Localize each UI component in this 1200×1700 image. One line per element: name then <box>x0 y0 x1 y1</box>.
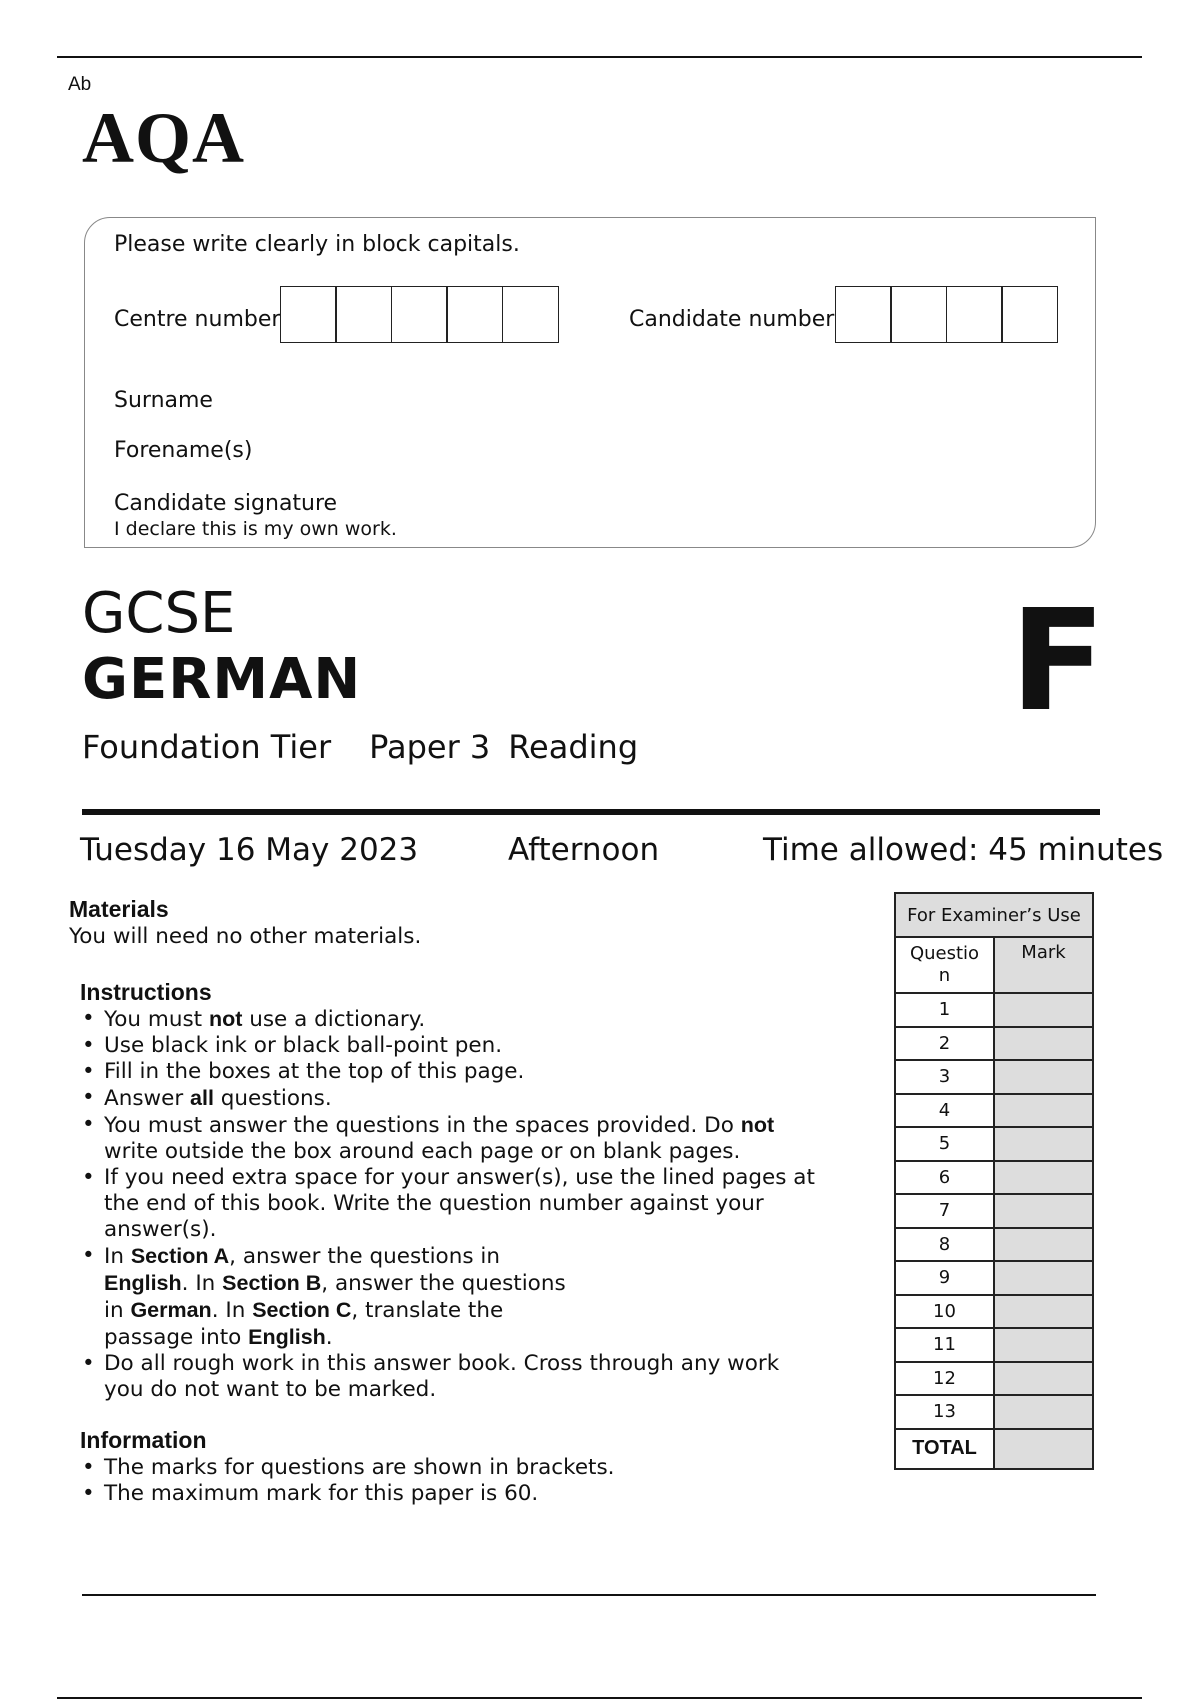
materials-text: You will need no other materials. <box>69 924 422 949</box>
total-label: TOTAL <box>895 1429 994 1469</box>
aqa-logo: AQA <box>82 98 245 178</box>
question-row <box>895 1328 1093 1362</box>
question-mark-cell <box>994 1127 1093 1161</box>
paper-component: Reading <box>508 728 639 766</box>
candidate-number-label: Candidate number <box>629 307 835 332</box>
information-list <box>80 1455 860 1507</box>
candidate-number-box[interactable] <box>835 286 892 343</box>
question-row <box>895 1362 1093 1396</box>
instruction-item: • If you need extra space for your answer(s), use the lined pages at the end of this book. Write the question number against your answer(s). <box>80 1165 860 1243</box>
question-mark-cell <box>994 1194 1093 1228</box>
tier-letter: F <box>1010 580 1106 743</box>
centre-number-box[interactable] <box>280 286 337 343</box>
time-allowed: Time allowed: 45 minutes <box>763 832 1164 868</box>
question-number: 11 <box>895 1328 994 1362</box>
top-rule <box>57 56 1142 58</box>
question-mark-cell <box>994 1161 1093 1195</box>
candidate-number-box[interactable] <box>890 286 947 343</box>
examiner-use-table <box>894 892 1094 1470</box>
question-mark-cell <box>994 1395 1093 1429</box>
question-number: 9 <box>895 1261 994 1295</box>
information-item: • The marks for questions are shown in brackets. <box>80 1455 860 1481</box>
question-number: 8 <box>895 1228 994 1262</box>
footer-rule <box>82 1594 1096 1596</box>
question-row <box>895 1295 1093 1329</box>
instruction-item: • Answer all questions. <box>80 1085 860 1112</box>
question-row <box>895 1027 1093 1061</box>
question-number: 13 <box>895 1395 994 1429</box>
information-item: • The maximum mark for this paper is 60. <box>80 1481 860 1507</box>
information-heading: Information <box>80 1427 207 1453</box>
question-mark-cell <box>994 1027 1093 1061</box>
instruction-item: • Use black ink or black ball-point pen. <box>80 1033 860 1059</box>
question-row <box>895 993 1093 1027</box>
question-mark-cell <box>994 1362 1093 1396</box>
signature-label: Candidate signature <box>114 491 338 516</box>
materials-heading: Materials <box>69 896 169 922</box>
question-row <box>895 1395 1093 1429</box>
question-number: 2 <box>895 1027 994 1061</box>
question-number: 1 <box>895 993 994 1027</box>
candidate-number-field[interactable] <box>836 286 1058 343</box>
surname-label: Surname <box>114 388 213 413</box>
examiner-table-title: For Examiner’s Use <box>895 893 1093 937</box>
centre-number-field[interactable] <box>281 286 559 343</box>
question-row <box>895 1228 1093 1262</box>
tier-text: Foundation Tier <box>82 728 332 766</box>
subject-title: GERMAN <box>82 647 362 712</box>
question-row <box>895 1194 1093 1228</box>
question-number: 6 <box>895 1161 994 1195</box>
question-rows <box>895 993 1093 1429</box>
centre-number-box[interactable] <box>391 286 448 343</box>
question-mark-cell <box>994 1094 1093 1128</box>
question-row <box>895 1094 1093 1128</box>
corner-mark: Ab <box>68 74 92 95</box>
block-capitals-instruction: Please write clearly in block capitals. <box>114 232 520 257</box>
paper-number: Paper 3 <box>369 728 491 766</box>
qualification-title: GCSE <box>82 581 236 646</box>
question-number: 3 <box>895 1060 994 1094</box>
question-number: 12 <box>895 1362 994 1396</box>
instruction-item: • Do all rough work in this answer book. Cross through any work you do not want to be marked. <box>80 1351 860 1403</box>
instruction-item: • You must answer the questions in the spaces provided. Do not write outside the box around each page or on blank pages. <box>80 1112 860 1165</box>
question-row <box>895 1060 1093 1094</box>
instruction-item: • You must not use a dictionary. <box>80 1006 860 1033</box>
question-number: 7 <box>895 1194 994 1228</box>
centre-number-box[interactable] <box>502 286 559 343</box>
question-row <box>895 1261 1093 1295</box>
exam-date: Tuesday 16 May 2023 <box>80 832 419 868</box>
declaration-text: I declare this is my own work. <box>114 518 397 540</box>
question-mark-cell <box>994 1328 1093 1362</box>
centre-number-box[interactable] <box>446 286 503 343</box>
question-mark-cell <box>994 1228 1093 1262</box>
question-mark-cell <box>994 1295 1093 1329</box>
centre-number-label: Centre number <box>114 307 281 332</box>
exam-session: Afternoon <box>508 832 660 868</box>
instruction-item: • In Section A, answer the questions in English. In Section B, answer the questions in German. In Section C, translate the passage into English. <box>80 1243 860 1351</box>
question-row <box>895 1161 1093 1195</box>
question-mark-cell <box>994 993 1093 1027</box>
question-column-header: Questio n <box>895 937 994 993</box>
candidate-number-box[interactable] <box>946 286 1003 343</box>
instructions-heading: Instructions <box>80 979 212 1005</box>
question-number: 4 <box>895 1094 994 1128</box>
instruction-item: • Fill in the boxes at the top of this page. <box>80 1059 860 1085</box>
centre-number-box[interactable] <box>335 286 392 343</box>
instructions-list <box>80 1006 860 1403</box>
bottom-rule <box>57 1697 1142 1699</box>
total-mark-cell <box>994 1429 1093 1469</box>
question-mark-cell <box>994 1261 1093 1295</box>
question-row <box>895 1127 1093 1161</box>
question-mark-cell <box>994 1060 1093 1094</box>
question-number: 10 <box>895 1295 994 1329</box>
forename-label: Forename(s) <box>114 438 253 463</box>
paper-line <box>82 728 638 766</box>
mark-column-header: Mark <box>994 937 1093 993</box>
question-number: 5 <box>895 1127 994 1161</box>
candidate-number-box[interactable] <box>1001 286 1058 343</box>
title-rule <box>82 809 1100 815</box>
